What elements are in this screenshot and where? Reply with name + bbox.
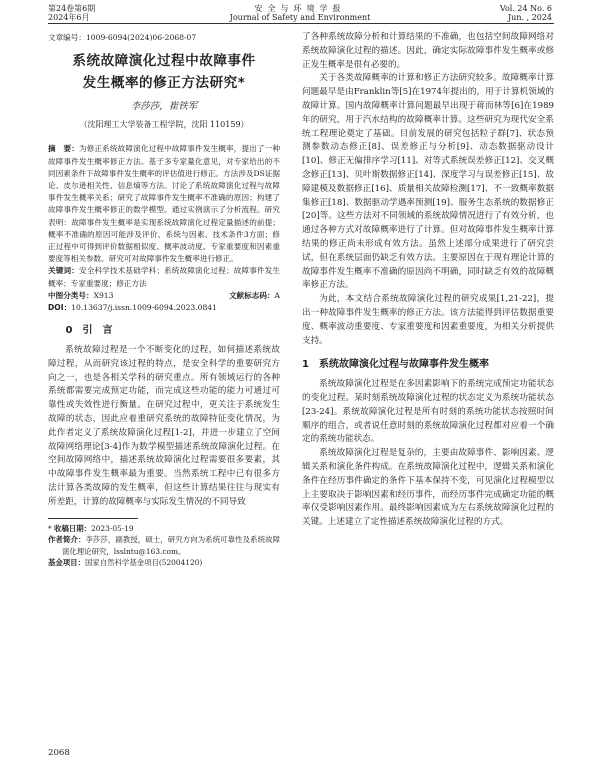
header-volume-en: Vol. 24 No. 6	[499, 4, 552, 13]
header-right	[500, 4, 552, 22]
document-code	[229, 290, 280, 302]
abstract-label: 摘 要：	[48, 144, 79, 154]
classification-row	[48, 290, 280, 302]
author-bio: 李莎莎，副教授，硕士，研究方向为系统可靠性及系统故障演化理论研究，lsslntu@163.com。	[62, 535, 280, 556]
received-label: 收稿日期：	[54, 523, 92, 533]
fund-label: 基金项目：	[48, 558, 85, 568]
header-journal-en: Journal of Safety and Environment	[229, 13, 371, 22]
header-date-en: Jun. , 2024	[507, 13, 552, 22]
abstract	[48, 143, 280, 265]
footnote-fund	[48, 557, 280, 569]
page-header	[0, 0, 600, 24]
header-date-cn: 2024年6月	[48, 13, 90, 22]
doc-value: A	[274, 290, 280, 300]
received-date: 2023-05-19	[91, 523, 134, 533]
header-rule	[48, 23, 554, 24]
footnote	[48, 523, 280, 569]
intro-heading: 0 引 言	[65, 325, 113, 337]
right-paragraph-2: 关于各类故障概率的计算和修正方法研究较多。故障概率计算问题最早是由Franklin等[5]在1974年提出的，用于计算机领域的故障计算。国内故障概率计算问题最早出现于蒋而林等[6]在1989年的研究，用于汽水结构的故障概率计算。这些研究为现代安全系统工程理论奠定了基础。目前发展的研究包括粒子群[7]、状态预测参数动态修正[8]、误差修正与分析[9]、动态数据驱动设计[10]、修正无偏排序学习[11]、对等式系统误差修正[12]、交叉概念修正[13]、贝叶斯数据修正[14]、深度学习与误差修正[15]、故障建模及数据修正[16]、质量相关故障检测[17]、不一致概率数据集修正[18]、数据驱动学遇率预测[19]、服务生态系统的数据修正[20]等。这些方法对不同领域的系统故障情况进行了有效分析，也通过各种方式对故障概率进行了计算。但对故障事件发生概率计算结果的修正尚未形成有效方法。虽然上述部分成果进行了研究尝试，但在系统层面仍缺乏有效方法。主要原因在于现有理论计算的故障事件发生概率不准确的原因尚不明确，同时缺乏有效的故障概率修正方法。	[302, 73, 554, 291]
keywords-label: 关键词：	[48, 266, 79, 276]
title-line-2: 发生概率的修正方法研究*	[82, 74, 246, 91]
header-volume-cn: 第24卷第6期	[48, 4, 96, 13]
clc-label: 中图分类号：	[48, 290, 94, 300]
section-1-heading: 1 系统故障演化过程与故障事件发生概率	[302, 359, 489, 371]
abstract-text: 为修正系统故障演化过程中故障事件发生概率，提出了一种故障事件发生概率修正方法。基于多专家量化意见，对专家给出的不同因素条件下故障事件发生概率的评估值进行修正。方法涉及DS证据论、皮尔逊相关性、信息熵等方法。讨论了系统故障演化过程与故障事件发生概率关系；研究了故障事件发生概率不准确的原因；构建了故障事件发生概率修正的数学模型。通过实例演示了分析流程。研究表明：故障事件发生概率是实现系统故障演化过程定量描述的前提；概率不准确的原因可能涉及评价、系统与因素、技术条件3方面；修正过程中可得到评价数据相似度、概率波动度、专家重要度和因素重要度等相关参数。研究可对故障事件发生概率进行修正。	[48, 144, 280, 264]
clc-value: X913	[93, 290, 114, 300]
classification-block	[48, 290, 280, 314]
clc-code	[48, 290, 113, 302]
keywords	[48, 265, 280, 289]
right-paragraph-1: 了各种系统故障分析和计算结果的不准确，也包括空间故障网络对系统故障演化过程的描述。因此，确定实际故障事件发生概率或修正发生概率是很有必要的。	[302, 32, 554, 70]
doi	[48, 302, 280, 314]
footnote-rule	[48, 518, 138, 519]
right-paragraph-3: 为此，本文结合系统故障演化过程的研究成果[1,21-22]，提出一种故障事件发生概率的修正方法。该方法能得到评估数据重要度、概率波动重要度、专家重要度和因素重要度，为相关分析提供支持。	[302, 294, 554, 346]
intro-paragraph-1: 系统故障过程是一个不断变化的过程，如何描述系统故障过程，从而研究该过程的特点，是安全科学的重要研究方向之一，也是各相关学科的研究重点。所有领域运行的各种系统都需要完成预定功能，而完成这些功能的能力可通过可靠性或失效性进行衡量。在研究过程中，更关注于系统发生故障的状态，因此应着重研究系统的故障特征变化情况，为此作者定义了系统故障演化过程[1-2]，并进一步建立了空间故障网络理论[3-4]作为数学模型描述系统故障演化过程。在空间故障网络中，描述系统故障演化过程需要很多要素，其中故障事件发生概率最为重要。当然系统工程中已有很多方法计算各类故障的发生概率，但这些计算结果往往与现实有所差距，计算的故障概率与实际发生情况的不同导致	[48, 345, 280, 507]
authors: 李莎莎，崔铁军	[130, 100, 198, 112]
paper-title	[48, 50, 280, 94]
article-number: 文章编号：1009-6094(2024)06-2068-07	[48, 33, 197, 42]
left-column	[48, 31, 280, 569]
footnote-received: * 收稿日期：2023-05-19	[48, 523, 134, 533]
footnote-author	[48, 534, 280, 557]
page-number: 2068	[48, 748, 70, 758]
section-1-paragraph-2: 系统故障演化过程是复杂的，主要由故障事件、影响因素、逻辑关系和演化条件构成。在系统故障演化过程中，逻辑关系和演化条件在经历事件确定的条件下基本保持不变，可见演化过程模型以上主要取决于影响因素和经历事件，而经历事件完成确定功能的概率仅受影响因素作用。最终影响因素成为左右系统故障演化过程的关键。上述建立了定性描述系统故障演化过程的方式。	[302, 448, 554, 528]
keywords-text: 安全科学技术基础学科；系统故障演化过程；故障事件发生概率；专家重要度；修正方法	[48, 266, 280, 288]
header-journal-cn: 安全与环境学报	[254, 4, 346, 13]
title-line-1: 系统故障演化过程中故障事件	[72, 52, 256, 69]
doi-label: DOI：	[48, 303, 72, 313]
right-column	[302, 31, 554, 530]
fund-text: 国家自然科学基金项目(52004120)	[84, 558, 203, 568]
author-bio-label: 作者简介：	[48, 535, 86, 545]
affiliation: （沈阳理工大学装备工程学院，沈阳 110159）	[79, 119, 249, 129]
section-1-paragraph-1: 系统故障演化过程是在多因素影响下的系统完成预定功能状态的变化过程。某时刻系统故障演化过程的状态定义为系统功能状态[23-24]。系统故障演化过程是所有时刻的系统功能状态按照时间顺序的组合，或者说任意时刻的系统故障演化过程都对应着一个确定的系统功能状态。	[302, 379, 554, 445]
doc-label: 文献标志码：	[228, 290, 275, 300]
doi-value: 10.13637/j.issn.1009-6094.2023.0841	[71, 303, 217, 313]
